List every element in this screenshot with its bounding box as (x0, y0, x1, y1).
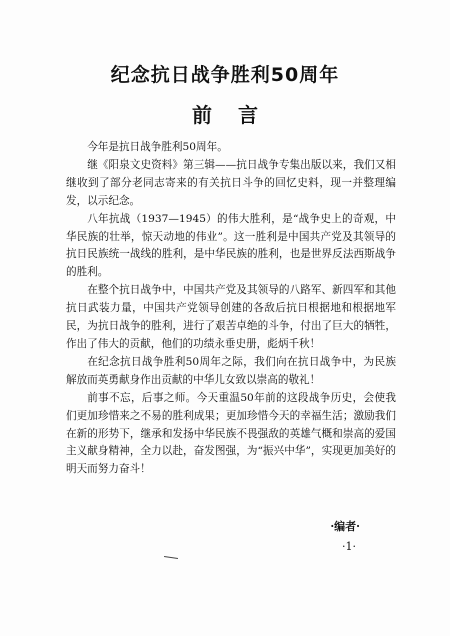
main-title: 纪念抗日战争胜利50周年 (110, 64, 340, 86)
signature: ·编者· (330, 520, 360, 533)
page-number: ·1· (342, 540, 356, 553)
paragraph: 今年是抗日战争胜利50周年。 (87, 141, 228, 153)
paragraph: 继《阳泉文史资料》第三辑——抗日战争专集出版以来，我们又相继收到了部分老同志寄来的有关抗日斗争的回忆史料，现一并整理编发，以示纪念。 (66, 158, 396, 207)
paragraph: 在整个抗日战争中，中国共产党及其领导的八路军、新四军和其他抗日武装力量，中国共产党领导创建的各敌后抗日根据地和根据地军民，为抗日战争的胜利，进行了艰苦卓绝的斗争，付出了巨大的牺牲，作出了伟大的贡献，他们的功绩永垂史册，彪炳千秋！ (66, 284, 396, 350)
body-text (66, 139, 396, 479)
paragraph: 八年抗战（1937—1945）的伟大胜利，是“战争史上的奇观，中华民族的壮举，惊天动地的伟业”。这一胜利是中国共产党及其领导的抗日民族统一战线的胜利，是中华民族的胜利，也是世界反法西斯战争的胜利。 (66, 212, 396, 279)
section-title: 前言 (192, 103, 284, 127)
paragraph: 前事不忘，后事之师。今天重温50年前的这段战争历史，会使我们更加珍惜来之不易的胜利成果；更加珍惜今天的幸福生活；激励我们在新的形势下，继承和发扬中华民族不畏强敌的英雄气概和崇高的爱国主义献身精神，全力以赴，奋发图强，为“振兴中华”，实现更加美好的明天而努力奋斗！ (66, 391, 396, 476)
paragraph: 在纪念抗日战争胜利50周年之际，我们向在抗日战争中，为民族解放而英勇献身作出贡献的中华儿女致以崇高的敬礼！ (66, 355, 396, 386)
pen-mark (164, 556, 178, 559)
